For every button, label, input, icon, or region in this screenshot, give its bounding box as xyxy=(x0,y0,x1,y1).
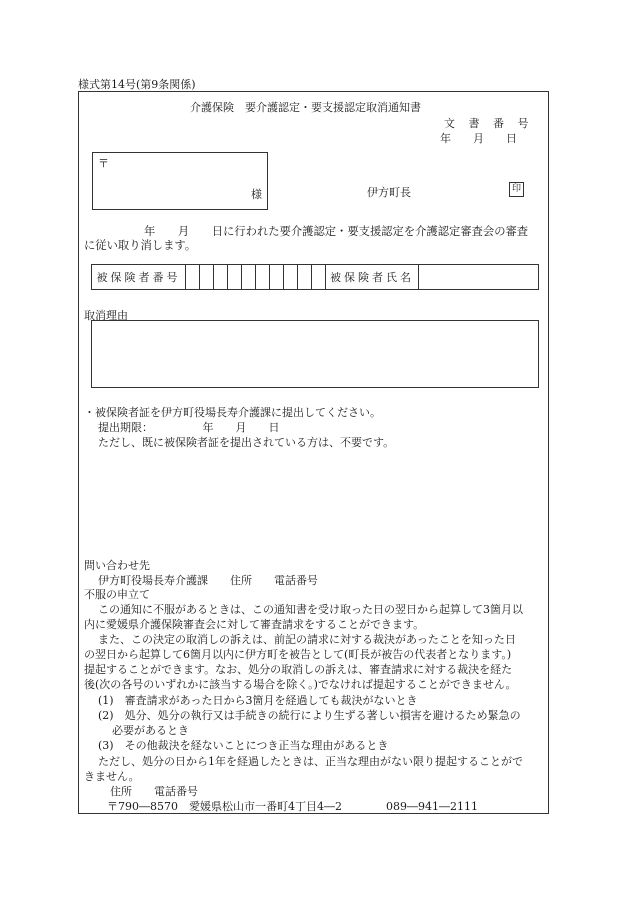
appeal-line: の翌日から起算して6箇月以内に伊方町を被告として(町長が被告の代表者となります。) xyxy=(84,648,512,661)
appeal-item: (3) その他裁決を経ないことにつき正当な理由があるとき xyxy=(98,739,389,752)
appeal-heading: 不服の申立て xyxy=(84,588,150,601)
seal-stamp: 印 xyxy=(509,182,524,197)
appeal-item: (2) 処分、処分の執行又は手続きの続行により生ずる著しい損害を避けるため緊急の xyxy=(98,709,521,722)
insured-number-digit-box[interactable] xyxy=(186,265,200,289)
notice-text-line1: 年 月 日に行われた要介護認定・要支援認定を介護認定審査会の審査 xyxy=(144,225,529,238)
insured-name-label: 被保険者氏名 xyxy=(326,265,419,289)
appeal-line: この通知に不服があるときは、この通知書を受け取った日の翌日から起算して3箇月以 xyxy=(98,603,523,616)
postal-mark-icon: 〒 xyxy=(98,157,109,170)
prefecture-address-label: 住所 電話番号 xyxy=(110,785,198,798)
recipient-honorific: 様 xyxy=(251,188,262,201)
submission-deadline: 提出期限： 年 月 日 xyxy=(98,421,280,434)
submission-instruction: ・被保険者証を伊方町役場長寿介護課に提出してください。 xyxy=(84,406,381,419)
notice-text-line2: に従い取り消します。 xyxy=(84,239,197,252)
form-number: 様式第14号(第9条関係) xyxy=(78,78,196,91)
submission-note: ただし、既に被保険者証を提出されている方は、不要です。 xyxy=(98,436,395,449)
contact-heading: 問い合わせ先 xyxy=(84,559,150,572)
document-date-label: 年 月 日 xyxy=(440,132,517,145)
appeal-proviso: ただし、処分の日から1年を経過したときは、正当な理由がない限り提起することがで xyxy=(98,755,523,768)
insured-number-digit-box[interactable] xyxy=(228,265,242,289)
insured-number-label: 被保険者番号 xyxy=(92,265,186,289)
insured-number-digit-box[interactable] xyxy=(298,265,312,289)
insured-number-digit-box[interactable] xyxy=(284,265,298,289)
insured-number-digit-box[interactable] xyxy=(214,265,228,289)
cancellation-reason-label: 取消理由 xyxy=(84,309,128,322)
cancellation-reason-box[interactable] xyxy=(91,320,539,388)
insured-number-digit-box[interactable] xyxy=(200,265,214,289)
insured-number-digit-box[interactable] xyxy=(256,265,270,289)
appeal-line: また、この決定の取消しの訴えは、前記の請求に対する裁決があったことを知った日 xyxy=(98,633,516,646)
appeal-item: (1) 審査請求があった日から3箇月を経過しても裁決がないとき xyxy=(98,694,418,707)
address-box xyxy=(92,152,268,210)
appeal-item-continuation: 必要があるとき xyxy=(112,724,189,737)
insured-number-digit-box[interactable] xyxy=(312,265,326,289)
issuer-name: 伊方町長 xyxy=(367,186,411,199)
contact-line: 伊方町役場長寿介護課 住所 電話番号 xyxy=(98,574,318,587)
insured-number-digit-box[interactable] xyxy=(242,265,256,289)
appeal-line: 内に愛媛県介護保険審査会に対して審査請求をすることができます。 xyxy=(84,618,425,631)
insured-number-digit-box[interactable] xyxy=(270,265,284,289)
insured-name-field[interactable] xyxy=(419,265,538,289)
document-title: 介護保険 要介護認定・要支援認定取消通知書 xyxy=(190,101,421,114)
appeal-line: 後(次の各号のいずれかに該当する場合を除く。)でなければ提起することができません。 xyxy=(84,678,517,691)
appeal-proviso: きません。 xyxy=(84,770,140,783)
insured-info-table xyxy=(91,264,539,290)
document-number-label: 文 書 番 号 xyxy=(444,117,534,130)
prefecture-address: 〒790―8570 愛媛県松山市一番町4丁目4―2 089―941―2111 xyxy=(107,800,478,813)
appeal-line: 提起することができます。なお、処分の取消しの訴えは、審査請求に対する裁決を経た xyxy=(84,663,513,676)
